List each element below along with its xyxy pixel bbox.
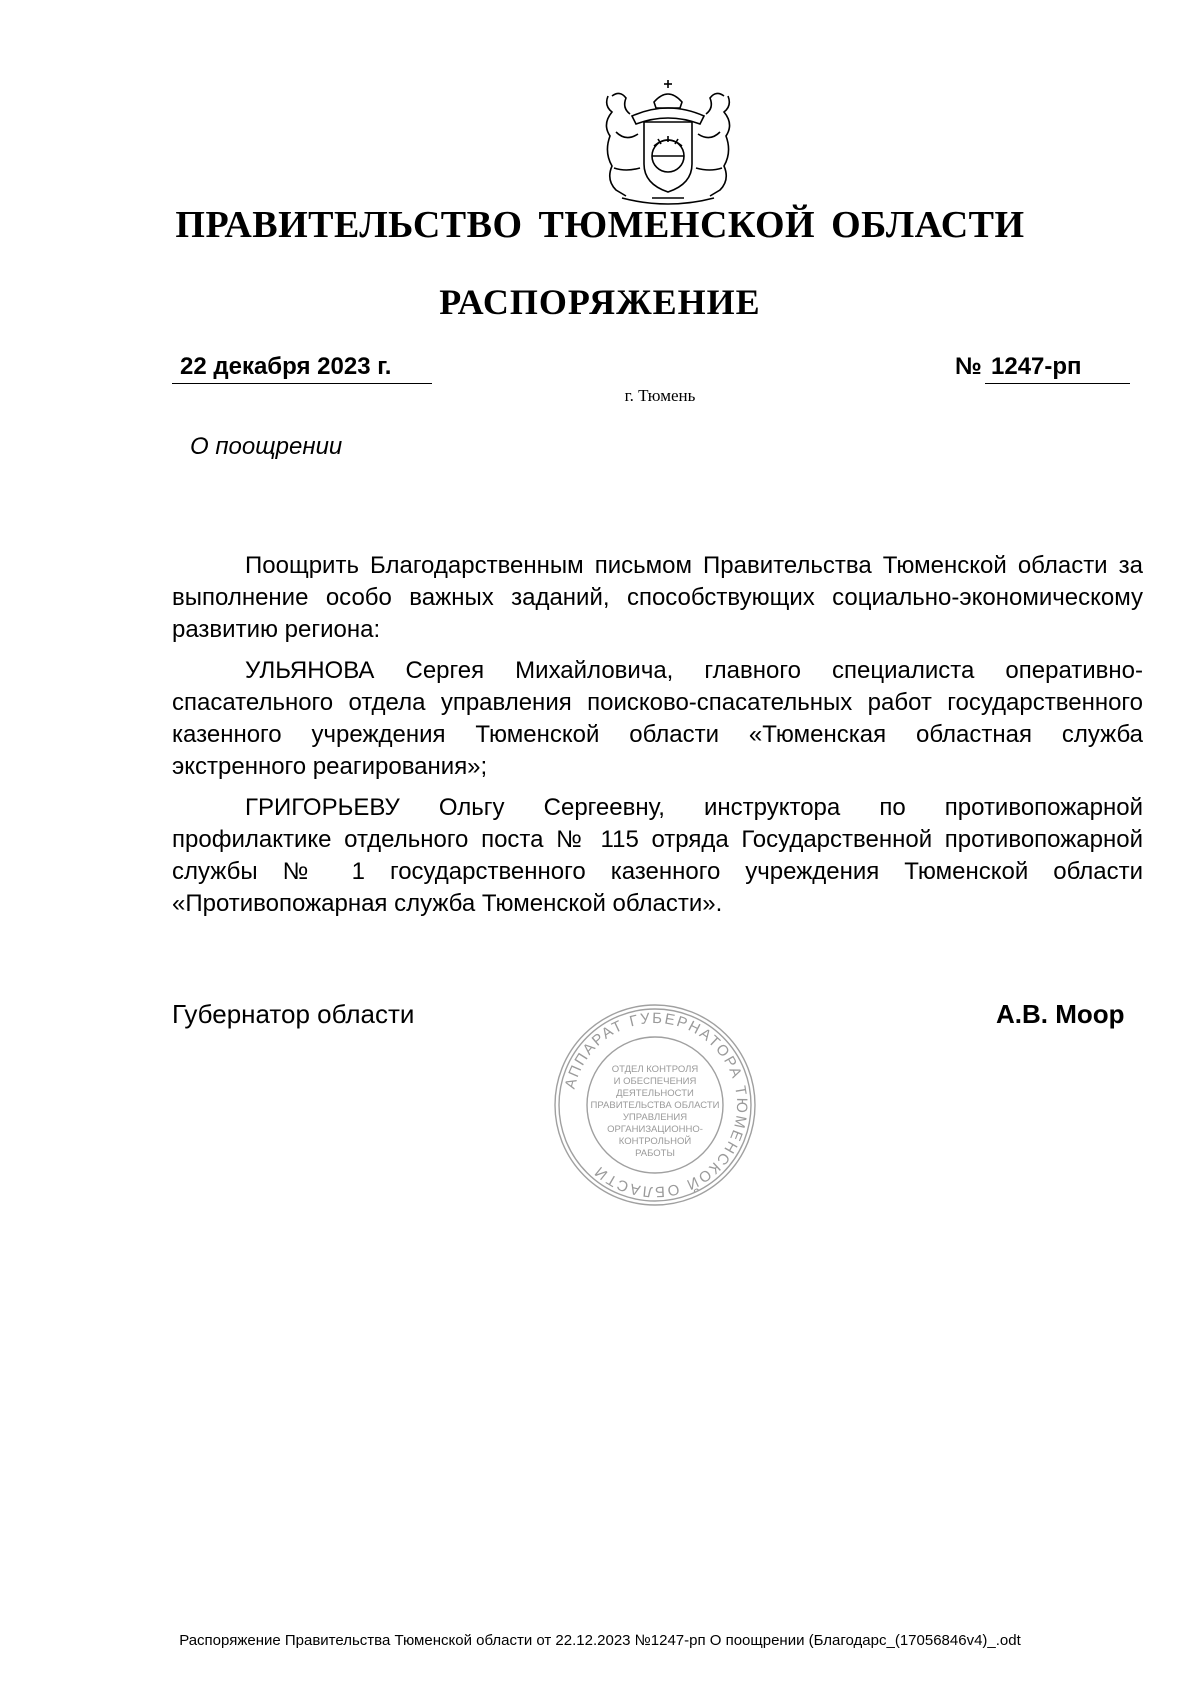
government-name: ПРАВИТЕЛЬСТВО ТЮМЕНСКОЙ ОБЛАСТИ bbox=[175, 204, 1025, 246]
stamp-line: ОРГАНИЗАЦИОННО- bbox=[607, 1124, 703, 1135]
number-field bbox=[985, 350, 1130, 384]
stamp-line: КОНТРОЛЬНОЙ bbox=[618, 1136, 692, 1147]
paragraph-person-1: УЛЬЯНОВА Сергея Михайловича, главного специалиста оперативно-спасательного отдела управления поисково-спасательных работ государственного казенного учреждения Тюменской области «Тюменская областная служба экстренного реагирования»; bbox=[172, 657, 1143, 780]
stamp-line: ДЕЯТЕЛЬНОСТИ bbox=[616, 1088, 694, 1099]
document-date: 22 декабря 2023 г. bbox=[180, 353, 392, 380]
stamp-line: РАБОТЫ bbox=[635, 1148, 675, 1159]
paragraph-person-2: ГРИГОРЬЕВУ Ольгу Сергеевну, инструктора по противопожарной профилактике отдельного поста № 115 отряда Государственной противопожарной службы № 1 государственного казенного учреждения Тюменской области «Противопожарная служба Тюменской области». bbox=[172, 794, 1143, 917]
document-subject: О поощрении bbox=[190, 433, 343, 460]
document-body bbox=[172, 550, 1143, 929]
footer-filename: Распоряжение Правительства Тюменской области от 22.12.2023 №1247-рп О поощрении (Благодарс_(17056846v4)_.odt bbox=[179, 1632, 1021, 1649]
city: г. Тюмень bbox=[624, 386, 696, 405]
document-number: 1247-рп bbox=[991, 353, 1082, 380]
stamp-line: ПРАВИТЕЛЬСТВА ОБЛАСТИ bbox=[590, 1100, 720, 1111]
date-field bbox=[172, 350, 432, 384]
stamp-line: УПРАВЛЕНИЯ bbox=[622, 1112, 688, 1123]
stamp-line: ОТДЕЛ КОНТРОЛЯ bbox=[611, 1064, 699, 1075]
signer-title: Губернатор области bbox=[172, 999, 415, 1029]
coat-of-arms-emblem bbox=[592, 72, 744, 210]
number-sign: № bbox=[955, 353, 982, 380]
stamp-outer-text: АППАРАТ ГУБЕРНАТОРА ТЮМЕНСКОЙ ОБЛАСТИ bbox=[561, 1009, 751, 1201]
paragraph-intro: Поощрить Благодарственным письмом Правительства Тюменской области за выполнение особо важных заданий, способствующих социально-экономическому развитию региона: bbox=[172, 552, 1143, 643]
signer-name: А.В. Моор bbox=[996, 999, 1125, 1029]
official-stamp bbox=[550, 1000, 760, 1210]
stamp-line: И ОБЕСПЕЧЕНИЯ bbox=[613, 1076, 697, 1087]
document-type: РАСПОРЯЖЕНИЕ bbox=[439, 282, 761, 322]
